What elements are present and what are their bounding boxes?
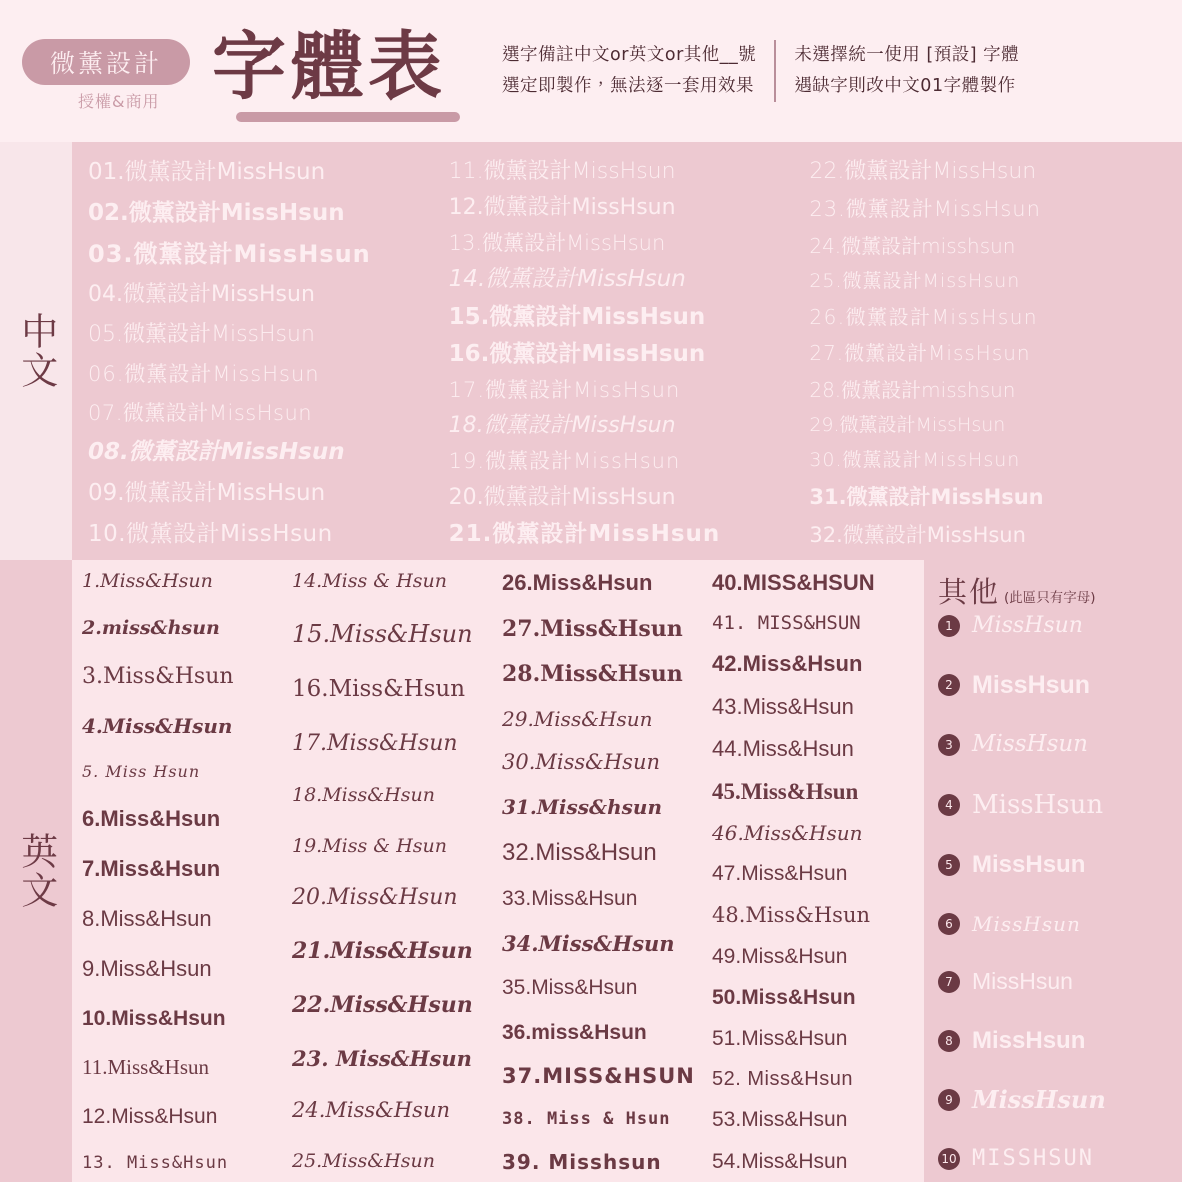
list-item[interactable]: 08.微薰設計MissHsun xyxy=(88,439,345,466)
title-underline-decoration xyxy=(236,112,460,122)
list-item[interactable]: 45.Miss&Hsun xyxy=(712,778,859,804)
list-item[interactable] xyxy=(938,970,1172,993)
brand-subtitle: 授權&商用 xyxy=(78,92,160,111)
brand-block xyxy=(22,23,208,119)
list-item[interactable]: 46.Miss&Hsun xyxy=(712,821,863,846)
list-item[interactable]: 27.微薰設計MissHsun xyxy=(809,341,1031,366)
list-item[interactable]: 50.Miss&Hsun xyxy=(712,985,856,1009)
list-item[interactable]: 5. Miss Hsun xyxy=(82,761,201,781)
list-item[interactable]: 23. Miss&Hsun xyxy=(292,1045,472,1071)
note-left-line-2: 選定即製作，無法逐一套用效果 xyxy=(502,76,754,96)
item-sample-text: MissHsun xyxy=(972,670,1091,699)
english-column-4 xyxy=(708,568,918,1176)
list-item[interactable]: 10.Miss&Hsun xyxy=(82,1006,226,1030)
item-number-badge: 2 xyxy=(938,674,960,696)
item-sample-text: MissHsun xyxy=(972,731,1088,758)
item-number-badge: 6 xyxy=(938,913,960,935)
list-item[interactable]: 14.微薰設計MissHsun xyxy=(448,266,686,293)
list-item[interactable]: 28.Miss&Hsun xyxy=(502,661,683,688)
list-item[interactable]: 24.微薰設計misshsun xyxy=(809,233,1016,258)
brand-name: 微薰設計 xyxy=(49,49,162,78)
list-item[interactable] xyxy=(938,1145,1172,1171)
list-item[interactable]: 15.Miss&Hsun xyxy=(292,620,473,649)
list-item[interactable]: 12.Miss&Hsun xyxy=(82,1104,218,1128)
chinese-font-list xyxy=(72,142,1182,560)
list-item[interactable]: 05.微薰設計MissHsun xyxy=(88,322,315,348)
list-item[interactable]: 40.MISS&HSUN xyxy=(712,570,875,595)
note-right xyxy=(776,40,1035,101)
list-item[interactable]: 19.Miss & Hsun xyxy=(292,834,448,857)
list-item[interactable]: 31.微薰設計MissHsun xyxy=(809,485,1044,510)
list-item[interactable]: 26.Miss&Hsun xyxy=(502,570,653,595)
list-item[interactable]: 23.微薰設計MissHsun xyxy=(809,197,1041,222)
item-number-badge: 3 xyxy=(938,734,960,756)
list-item[interactable]: 8.Miss&Hsun xyxy=(82,905,212,931)
list-item[interactable]: 09.微薰設計MissHsun xyxy=(88,480,326,507)
list-item[interactable]: 38. Miss & Hsun xyxy=(502,1109,671,1130)
list-item[interactable]: 20.Miss&Hsun xyxy=(292,884,458,910)
item-sample-text: MissHsun xyxy=(972,613,1083,638)
item-sample-text: MissHsun xyxy=(972,789,1104,820)
item-number-badge: 1 xyxy=(938,615,960,637)
item-number-badge: 8 xyxy=(938,1030,960,1052)
list-item[interactable]: 18.Miss&Hsun xyxy=(292,784,435,807)
note-right-line-1: 未選擇統一使用 [預設] 字體 xyxy=(794,45,1020,66)
list-item[interactable]: 15.微薰設計MissHsun xyxy=(448,303,706,330)
list-item[interactable]: 02.微薰設計MissHsun xyxy=(88,199,345,226)
list-item[interactable]: 1.Miss&Hsun xyxy=(82,570,213,592)
list-item[interactable]: 9.Miss&Hsun xyxy=(82,955,212,981)
section-label-chinese xyxy=(0,142,72,560)
english-column-2 xyxy=(288,568,498,1176)
list-item[interactable]: 31.Miss&hsun xyxy=(502,794,662,819)
list-item[interactable]: 19.微薰設計MissHsun xyxy=(448,449,681,474)
item-sample-text: MissHsun xyxy=(972,1026,1086,1054)
list-item[interactable] xyxy=(938,789,1172,820)
list-item[interactable]: 39. Misshsun xyxy=(502,1149,662,1174)
list-item[interactable]: 01.微薰設計MissHsun xyxy=(88,159,326,185)
list-item[interactable]: 4.Miss&Hsun xyxy=(82,713,233,738)
list-item[interactable]: 04.微薰設計MissHsun xyxy=(88,282,315,308)
list-item[interactable]: 11.微薰設計MissHsun xyxy=(448,159,676,184)
list-item[interactable]: 30.Miss&Hsun xyxy=(502,750,661,775)
list-item[interactable]: 48.Miss&Hsun xyxy=(712,902,871,927)
item-sample-text: MissHsun xyxy=(972,968,1073,995)
list-item[interactable]: 54.Miss&Hsun xyxy=(712,1149,848,1173)
item-number-badge: 9 xyxy=(938,1089,960,1111)
page-title: 字體表 xyxy=(212,24,446,110)
list-item[interactable]: 21.微薰設計MissHsun xyxy=(448,520,721,547)
list-item[interactable]: 6.Miss&Hsun xyxy=(82,805,221,831)
header xyxy=(0,0,1182,142)
list-item[interactable]: 32.微薰設計MissHsun xyxy=(809,522,1026,547)
brand-pill xyxy=(22,39,190,85)
section-english xyxy=(0,560,1182,1182)
english-font-list xyxy=(72,560,924,1182)
chinese-column-3 xyxy=(807,156,1168,550)
note-left xyxy=(486,40,776,101)
list-item[interactable] xyxy=(938,1026,1172,1054)
list-item[interactable]: 12.微薰設計MissHsun xyxy=(448,195,676,221)
section-label-chinese-text: 中文 xyxy=(14,312,58,390)
list-item[interactable]: 30.微薰設計MissHsun xyxy=(809,449,1021,472)
list-item[interactable]: 16.Miss&Hsun xyxy=(292,676,466,702)
list-item[interactable]: 53.Miss&Hsun xyxy=(712,1108,848,1132)
list-item[interactable]: 33.Miss&Hsun xyxy=(502,887,638,911)
item-sample-text: MissHsun xyxy=(972,911,1081,936)
list-item[interactable]: 27.Miss&Hsun xyxy=(502,615,683,642)
list-item[interactable]: 10.微薰設計MissHsun xyxy=(88,520,333,547)
list-item[interactable]: 34.Miss&Hsun xyxy=(502,930,675,956)
list-item[interactable]: 52. Miss&Hsun xyxy=(712,1068,853,1091)
other-font-list xyxy=(938,615,1172,1174)
list-item[interactable]: 17.Miss&Hsun xyxy=(292,730,458,756)
list-item[interactable]: 22.微薰設計MissHsun xyxy=(809,159,1037,184)
list-item[interactable]: 42.Miss&Hsun xyxy=(712,651,863,677)
list-item[interactable]: 43.Miss&Hsun xyxy=(712,693,854,719)
list-item[interactable]: 37.MISS&HSUN xyxy=(502,1064,695,1089)
list-item[interactable]: 14.Miss & Hsun xyxy=(292,570,448,592)
item-sample-text: MissHsun xyxy=(972,851,1086,879)
english-column-1 xyxy=(78,568,288,1176)
list-item[interactable]: 13.微薰設計MissHsun xyxy=(448,231,666,256)
english-column-3 xyxy=(498,568,708,1176)
other-title: 其他 xyxy=(938,575,1001,609)
list-item[interactable] xyxy=(938,733,1172,756)
list-item[interactable] xyxy=(938,615,1172,637)
list-item[interactable]: 28.微薰設計misshsun xyxy=(809,377,1016,402)
list-item[interactable] xyxy=(938,853,1172,877)
list-item[interactable]: 29.Miss&Hsun xyxy=(502,706,653,731)
list-item[interactable]: 13. Miss&Hsun xyxy=(82,1152,229,1173)
item-number-badge: 4 xyxy=(938,794,960,816)
list-item[interactable]: 06.微薰設計MissHsun xyxy=(88,361,320,386)
list-item[interactable]: 25.Miss&Hsun xyxy=(292,1150,435,1173)
other-header xyxy=(938,570,1172,611)
header-notes xyxy=(486,40,1035,101)
list-item[interactable]: 7.Miss&Hsun xyxy=(82,855,221,881)
chinese-column-2 xyxy=(447,156,808,550)
note-left-line-1: 選字備註中文or英文or其他__號 xyxy=(502,45,757,66)
item-number-badge: 5 xyxy=(938,854,960,876)
chinese-column-1 xyxy=(86,156,447,550)
section-label-english-text: 英文 xyxy=(14,832,58,910)
item-sample-text: MISSHSUN xyxy=(972,1145,1094,1171)
section-label-english xyxy=(0,560,72,1182)
list-item[interactable] xyxy=(938,670,1172,699)
list-item[interactable]: 47.Miss&Hsun xyxy=(712,862,848,886)
item-number-badge: 7 xyxy=(938,971,960,993)
list-item[interactable]: 16.微薰設計MissHsun xyxy=(448,340,706,367)
item-sample-text: MissHsun xyxy=(972,1085,1106,1115)
list-item[interactable]: 35.Miss&Hsun xyxy=(502,976,638,1000)
list-item[interactable]: 49.Miss&Hsun xyxy=(712,944,848,968)
list-item[interactable]: 07.微薰設計MissHsun xyxy=(88,400,313,425)
list-item[interactable]: 51.Miss&Hsun xyxy=(712,1027,848,1051)
list-item[interactable] xyxy=(938,913,1172,935)
list-item[interactable]: 41. MISS&HSUN xyxy=(712,612,861,635)
list-item[interactable]: 25.微薰設計MissHsun xyxy=(809,269,1021,292)
item-number-badge: 10 xyxy=(938,1148,960,1170)
list-item[interactable]: 18.微薰設計MissHsun xyxy=(448,413,676,439)
list-item[interactable]: 20.微薰設計MissHsun xyxy=(448,484,676,510)
list-item[interactable]: 29.微薰設計MissHsun xyxy=(809,414,1006,437)
list-item[interactable]: 03.微薰設計MissHsun xyxy=(88,239,371,268)
list-item[interactable]: 17.微薰設計MissHsun xyxy=(448,378,681,403)
list-item[interactable]: 36.miss&Hsun xyxy=(502,1020,647,1044)
list-item[interactable]: 26.微薰設計MissHsun xyxy=(809,305,1039,330)
list-item[interactable]: 32.Miss&Hsun xyxy=(502,838,657,866)
list-item[interactable]: 3.Miss&Hsun xyxy=(82,663,234,689)
list-item[interactable]: 21.Miss&Hsun xyxy=(292,938,473,965)
section-other xyxy=(924,560,1182,1182)
list-item[interactable]: 2.miss&hsun xyxy=(82,616,220,639)
list-item[interactable]: 11.Miss&Hsun xyxy=(82,1054,209,1079)
section-chinese xyxy=(0,142,1182,560)
list-item[interactable]: 22.Miss&Hsun xyxy=(292,991,473,1018)
list-item[interactable]: 44.Miss&Hsun xyxy=(712,735,854,761)
list-item[interactable]: 24.Miss&Hsun xyxy=(292,1097,451,1122)
other-subtitle: (此區只有字母) xyxy=(1004,590,1096,606)
list-item[interactable] xyxy=(938,1085,1172,1115)
note-right-line-2: 遇缺字則改中文01字體製作 xyxy=(794,76,1016,96)
